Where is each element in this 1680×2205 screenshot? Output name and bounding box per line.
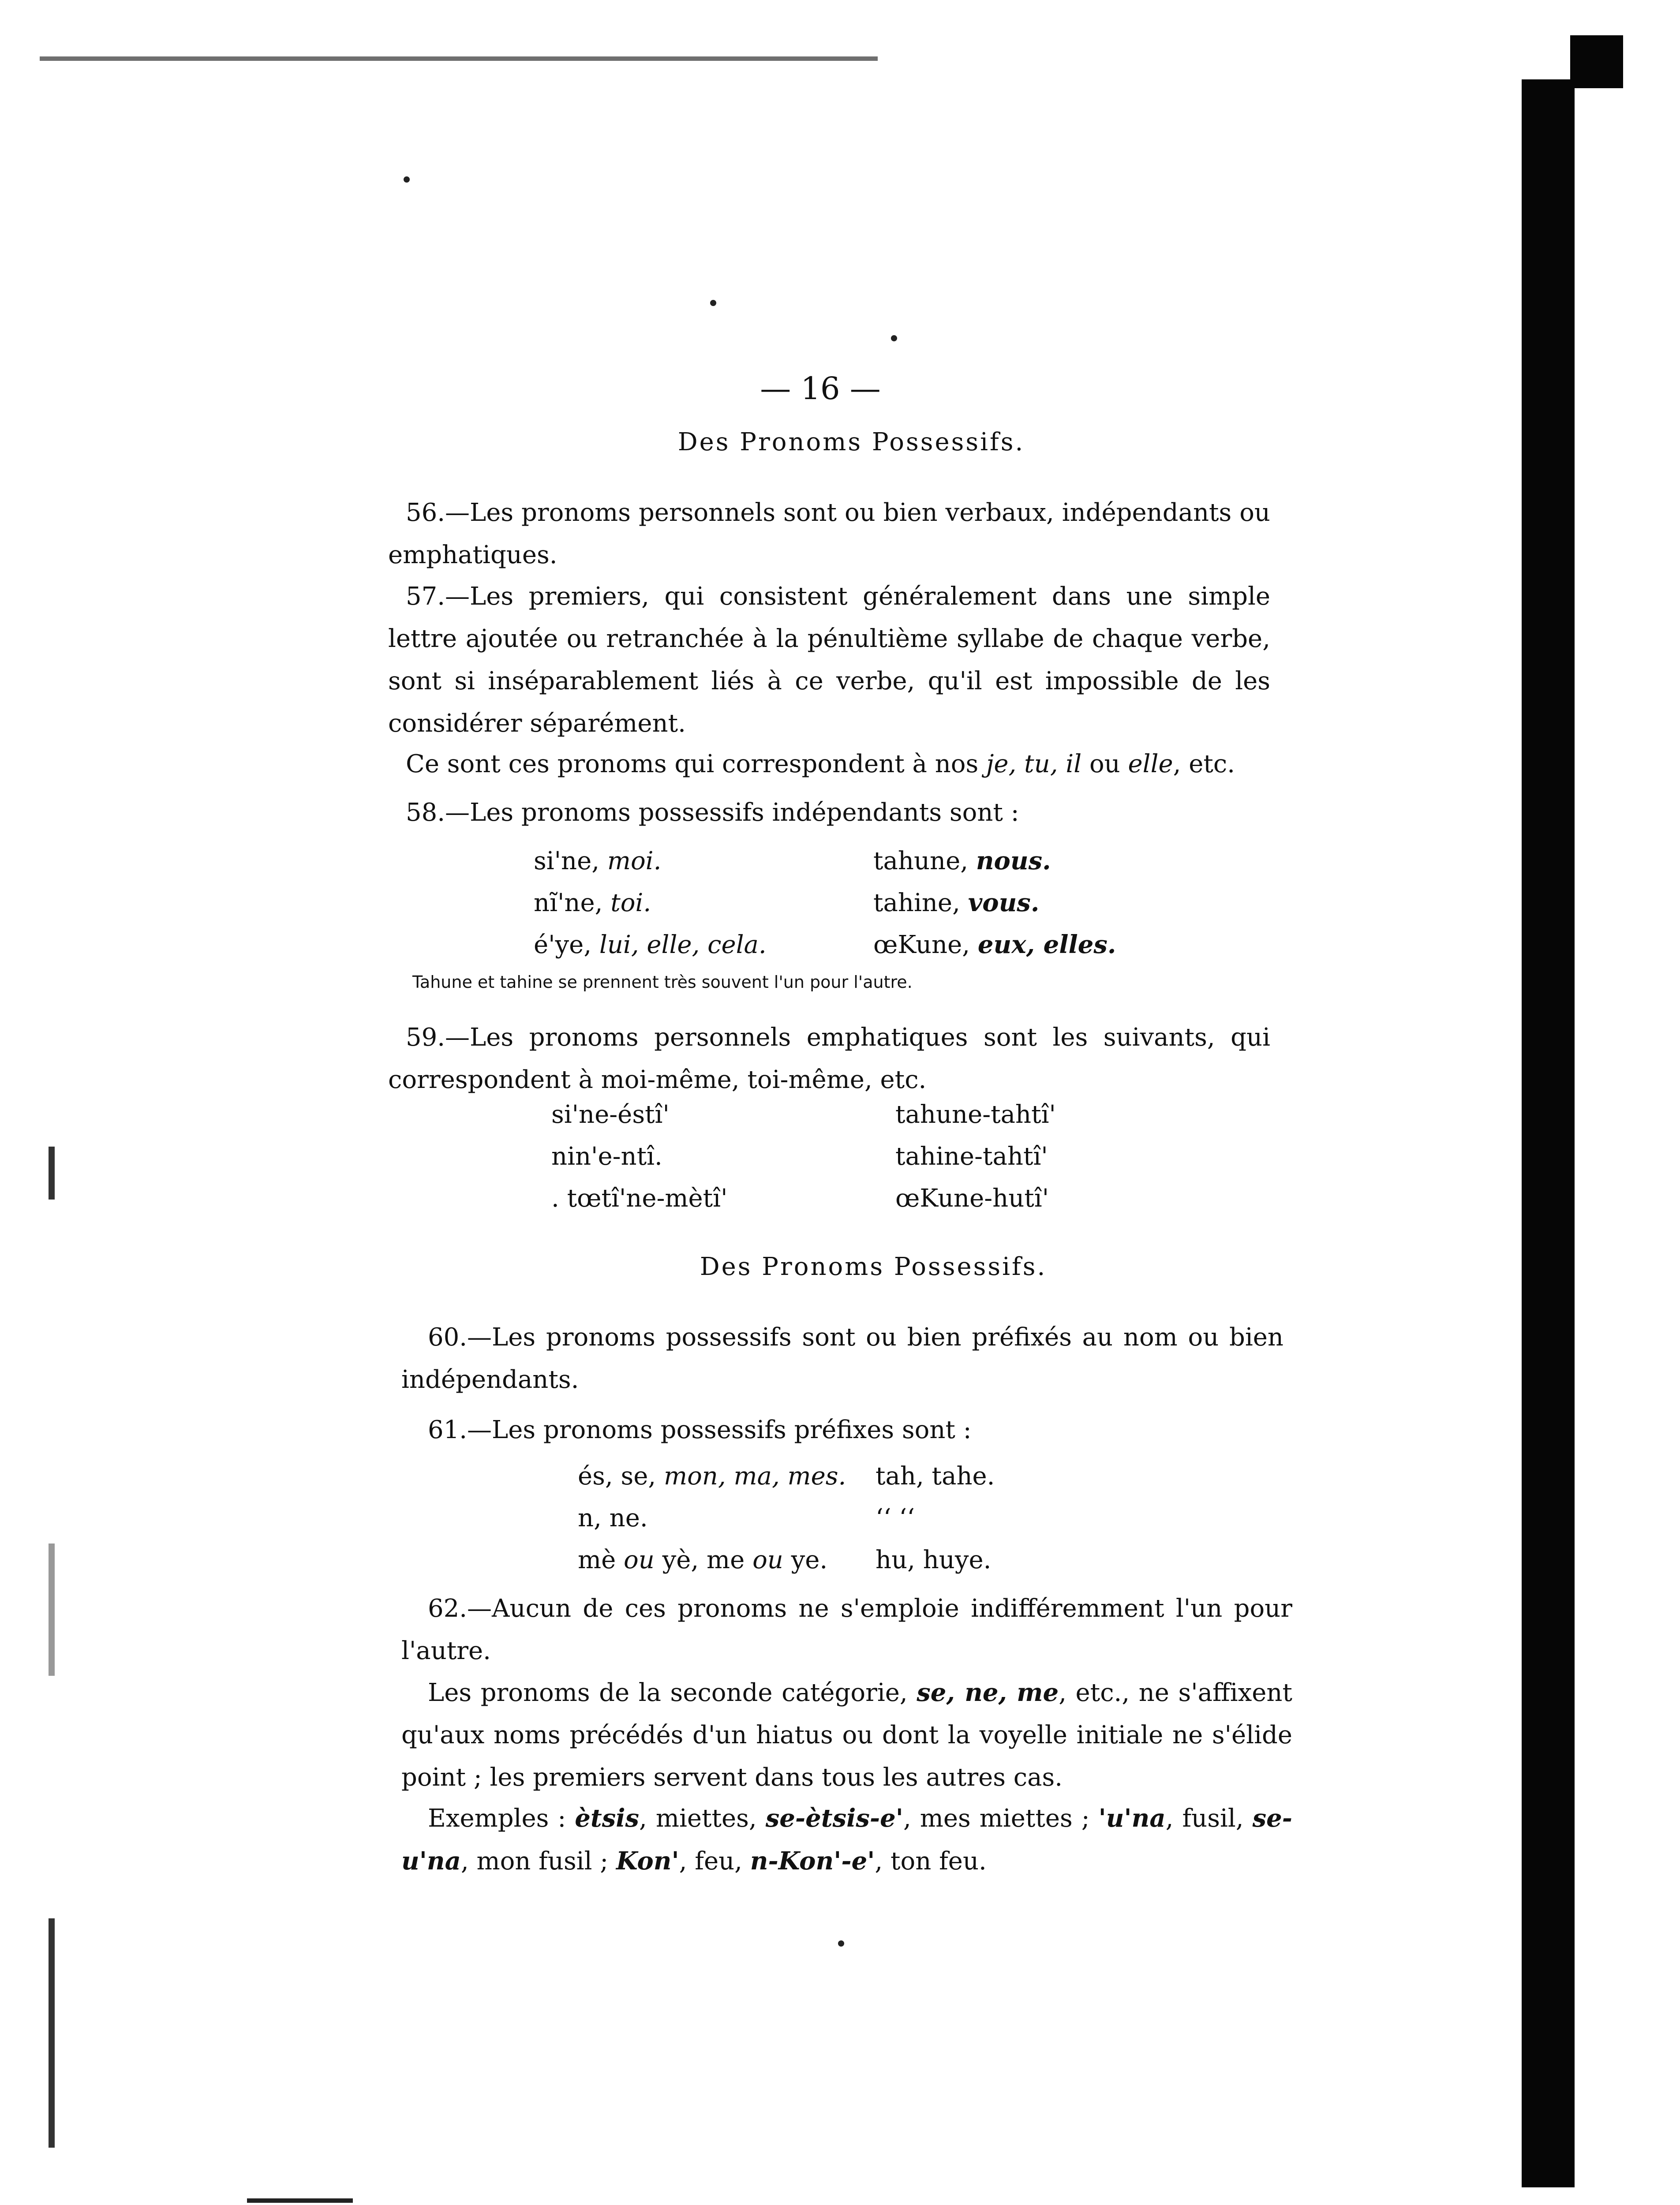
word: mè xyxy=(578,1546,624,1574)
paragraph-58: 58.—Les pronoms possessifs indépendants sont : xyxy=(406,798,1019,827)
table-cell: si'ne-éstî' xyxy=(551,1100,670,1129)
example-word: 'u'na xyxy=(1098,1804,1166,1833)
example-word: ètsis xyxy=(575,1804,640,1833)
gloss: moi. xyxy=(607,847,662,875)
table59-left xyxy=(551,1094,727,1219)
scan-artifact-top-rule xyxy=(40,56,878,61)
table-row xyxy=(578,1455,846,1497)
paragraph-57b xyxy=(388,743,1270,785)
text: , ton feu. xyxy=(875,1847,987,1876)
word: yè, me xyxy=(654,1546,753,1574)
example-word: se-u'na xyxy=(401,1804,1292,1876)
italic-text: je, tu, il xyxy=(986,750,1082,778)
table-row xyxy=(873,840,1116,882)
paragraph-57: 57.—Les premiers, qui consistent généralement dans une simple lettre ajoutée ou retranchée à la pénultième syllabe de chaque verbe, sont si inséparablement liés à ce verbe, qu'il est impossible de les considérer séparément. xyxy=(388,582,1270,738)
table61-left xyxy=(578,1455,846,1581)
text: , mon fusil ; xyxy=(460,1847,616,1876)
word: és, se, xyxy=(578,1462,664,1491)
text: Ce sont ces pronoms qui correspondent à nos xyxy=(406,750,987,778)
text: ou xyxy=(1081,750,1128,778)
section-title: Des Pronoms Possessifs. xyxy=(677,428,1025,456)
word: ye. xyxy=(783,1546,828,1574)
examples xyxy=(401,1797,1292,1883)
table-cell: tahune-tahtî' xyxy=(895,1100,1056,1129)
gloss: vous. xyxy=(968,888,1040,917)
scan-artifact-dot xyxy=(891,335,897,341)
table-row xyxy=(578,1497,846,1539)
text: Les pronoms de la seconde catégorie, xyxy=(428,1678,917,1707)
paragraph-59: 59.—Les pronoms personnels emphatiques sont les suivants, qui correspondent à moi-même, toi-même, etc. xyxy=(388,1023,1270,1094)
scan-artifact-left-noise xyxy=(49,1544,55,1676)
table61-right xyxy=(876,1455,995,1581)
table-cell: nin'e-ntî. xyxy=(551,1142,662,1171)
table58-right xyxy=(873,840,1116,966)
table-cell: hu, huye. xyxy=(876,1546,992,1574)
text: , mes miettes ; xyxy=(903,1804,1099,1833)
paragraph-62: 62.—Aucun de ces pronoms ne s'emploie indifféremment l'un pour l'autre. xyxy=(401,1594,1292,1665)
table-row xyxy=(534,924,767,966)
example-word: se-ètsis-e' xyxy=(765,1804,903,1833)
paragraph-62b xyxy=(401,1671,1292,1799)
scan-artifact-dot xyxy=(404,176,410,183)
italic-text: elle xyxy=(1128,750,1173,778)
table-row xyxy=(534,840,767,882)
note-58: Tahune et tahine se prennent très souvent l'un pour l'autre. xyxy=(412,972,913,992)
gloss: ou xyxy=(624,1546,655,1574)
text: , fusil, xyxy=(1165,1804,1253,1833)
table-cell: . tœtî'ne-mètî' xyxy=(551,1184,728,1213)
table-cell: ‘‘ ‘‘ xyxy=(876,1504,915,1532)
table-cell: œKune-hutî' xyxy=(895,1184,1049,1213)
example-word: n-Kon'-e' xyxy=(750,1846,875,1876)
word: tahine, xyxy=(873,889,968,917)
text: , miettes, xyxy=(639,1804,766,1833)
section-title: Des Pronoms Possessifs. xyxy=(700,1252,1047,1281)
page-number: — 16 — xyxy=(760,370,881,407)
scan-artifact-left-noise xyxy=(49,1918,55,2148)
gloss: ou xyxy=(752,1546,783,1574)
table-cell: tahine-tahtî' xyxy=(895,1142,1048,1171)
scan-artifact-bottom-rule xyxy=(247,2198,353,2203)
gloss: mon, ma, mes. xyxy=(663,1462,846,1491)
word: tahune, xyxy=(873,847,976,875)
text: , etc. xyxy=(1173,750,1235,778)
table59-right xyxy=(895,1094,1056,1219)
paragraph-56: 56.—Les pronoms personnels sont ou bien verbaux, indépendants ou emphatiques. xyxy=(388,498,1270,569)
scan-artifact-right-cap xyxy=(1570,35,1623,88)
text: Exemples : xyxy=(428,1804,575,1833)
scan-artifact-right-bar xyxy=(1522,79,1575,2187)
italic-text: se, ne, me xyxy=(917,1678,1059,1707)
scan-artifact-dot xyxy=(710,300,716,306)
scan-artifact-left-noise xyxy=(49,1147,55,1200)
gloss: lui, elle, cela. xyxy=(599,931,767,959)
paragraph-61: 61.—Les pronoms possessifs préfixes sont : xyxy=(428,1416,972,1444)
table-row xyxy=(578,1539,846,1581)
word: si'ne, xyxy=(534,847,607,875)
table-row xyxy=(873,924,1116,966)
table-cell: tah, tahe. xyxy=(876,1462,995,1491)
table-row xyxy=(873,882,1116,924)
table-row xyxy=(534,882,767,924)
text: , etc., ne s'affixent qu'aux noms précédés d'un hiatus ou dont la voyelle initiale ne s'élide point ; les premiers servent dans tous les autres cas. xyxy=(401,1678,1293,1792)
paragraph-60: 60.—Les pronoms possessifs sont ou bien préfixés au nom ou bien indépendants. xyxy=(401,1323,1283,1394)
example-word: Kon' xyxy=(616,1846,679,1876)
word: nĩ'ne, xyxy=(534,889,611,917)
table58-left xyxy=(534,840,767,966)
word: é'ye, xyxy=(534,931,599,959)
word: œKune, xyxy=(873,931,978,959)
gloss: toi. xyxy=(610,889,651,917)
scan-artifact-dot xyxy=(838,1940,844,1947)
gloss: nous. xyxy=(976,846,1051,875)
word: n, ne. xyxy=(578,1504,648,1532)
gloss: eux, elles. xyxy=(977,930,1116,959)
text: , feu, xyxy=(679,1847,750,1876)
